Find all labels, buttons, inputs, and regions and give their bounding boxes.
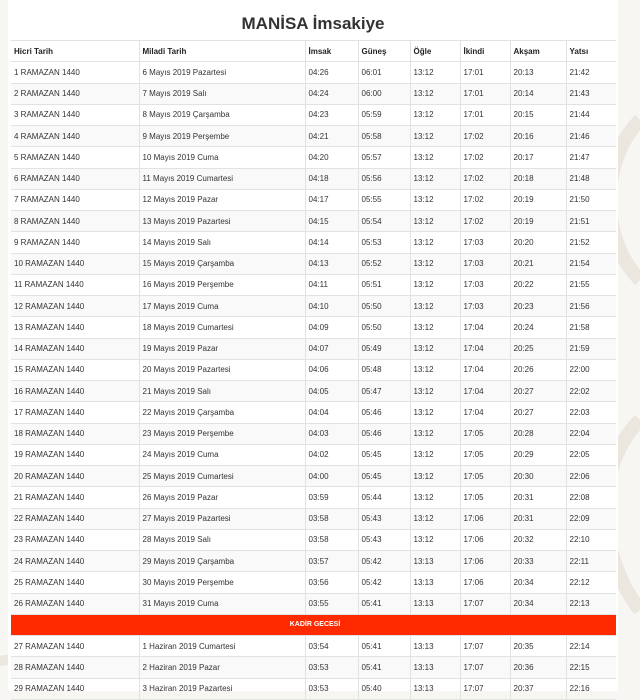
cell-aksam: 20:21 (510, 253, 566, 274)
cell-hicri-tarih: 5 RAMAZAN 1440 (11, 147, 139, 168)
cell-hicri-tarih: 24 RAMAZAN 1440 (11, 551, 139, 572)
cell-miladi-tarih: 31 Mayıs 2019 Cuma (139, 593, 305, 614)
cell-aksam: 20:14 (510, 83, 566, 104)
cell-miladi-tarih: 9 Mayıs 2019 Perşembe (139, 126, 305, 147)
cell-ikindi: 17:04 (460, 317, 510, 338)
cell-ikindi: 17:02 (460, 126, 510, 147)
cell-miladi-tarih: 2 Haziran 2019 Pazar (139, 657, 305, 678)
cell-miladi-tarih: 12 Mayıs 2019 Pazar (139, 189, 305, 210)
cell-aksam: 20:19 (510, 189, 566, 210)
cell-imsak: 03:56 (305, 572, 358, 593)
cell-aksam: 20:25 (510, 338, 566, 359)
table-row (11, 423, 616, 444)
cell-gunes: 05:48 (358, 359, 410, 380)
cell-gunes: 05:42 (358, 551, 410, 572)
cell-aksam: 20:27 (510, 381, 566, 402)
cell-ogle: 13:12 (410, 147, 460, 168)
cell-miladi-tarih: 8 Mayıs 2019 Çarşamba (139, 104, 305, 125)
cell-hicri-tarih: 16 RAMAZAN 1440 (11, 381, 139, 402)
cell-yatsi: 22:02 (566, 381, 616, 402)
cell-ikindi: 17:06 (460, 572, 510, 593)
cell-ogle: 13:12 (410, 211, 460, 232)
cell-imsak: 04:24 (305, 83, 358, 104)
cell-hicri-tarih: 1 RAMAZAN 1440 (11, 62, 139, 83)
cell-gunes: 05:50 (358, 296, 410, 317)
cell-ikindi: 17:05 (460, 423, 510, 444)
table-row (11, 657, 616, 678)
cell-yatsi: 21:46 (566, 126, 616, 147)
cell-hicri-tarih: 28 RAMAZAN 1440 (11, 657, 139, 678)
cell-gunes: 05:53 (358, 232, 410, 253)
cell-ogle: 13:12 (410, 359, 460, 380)
cell-miladi-tarih: 22 Mayıs 2019 Çarşamba (139, 402, 305, 423)
table-row (11, 104, 616, 125)
cell-ogle: 13:12 (410, 168, 460, 189)
cell-imsak: 04:04 (305, 402, 358, 423)
cell-gunes: 05:45 (358, 466, 410, 487)
cell-ogle: 13:12 (410, 529, 460, 550)
header-hicri-tarih: Hicri Tarih (11, 41, 139, 62)
cell-ikindi: 17:04 (460, 359, 510, 380)
cell-ikindi: 17:05 (460, 444, 510, 465)
cell-miladi-tarih: 16 Mayıs 2019 Perşembe (139, 274, 305, 295)
imsakiye-card (8, 0, 618, 694)
table-header-row (11, 41, 616, 62)
imsakiye-table (11, 40, 616, 700)
cell-aksam: 20:19 (510, 211, 566, 232)
cell-hicri-tarih: 21 RAMAZAN 1440 (11, 487, 139, 508)
cell-imsak: 03:58 (305, 529, 358, 550)
cell-aksam: 20:32 (510, 529, 566, 550)
cell-miladi-tarih: 30 Mayıs 2019 Perşembe (139, 572, 305, 593)
table-row (11, 296, 616, 317)
cell-miladi-tarih: 1 Haziran 2019 Cumartesi (139, 636, 305, 657)
cell-miladi-tarih: 13 Mayıs 2019 Pazartesi (139, 211, 305, 232)
cell-aksam: 20:20 (510, 232, 566, 253)
header-gunes: Güneş (358, 41, 410, 62)
cell-imsak: 04:11 (305, 274, 358, 295)
cell-miladi-tarih: 7 Mayıs 2019 Salı (139, 83, 305, 104)
cell-gunes: 05:46 (358, 402, 410, 423)
cell-ogle: 13:12 (410, 104, 460, 125)
cell-ogle: 13:12 (410, 189, 460, 210)
cell-miladi-tarih: 14 Mayıs 2019 Salı (139, 232, 305, 253)
cell-gunes: 05:55 (358, 189, 410, 210)
table-row (11, 402, 616, 423)
cell-imsak: 04:13 (305, 253, 358, 274)
cell-imsak: 04:10 (305, 296, 358, 317)
cell-imsak: 03:55 (305, 593, 358, 614)
cell-ikindi: 17:04 (460, 338, 510, 359)
cell-hicri-tarih: 9 RAMAZAN 1440 (11, 232, 139, 253)
cell-aksam: 20:22 (510, 274, 566, 295)
cell-ogle: 13:12 (410, 444, 460, 465)
cell-gunes: 05:41 (358, 636, 410, 657)
table-row (11, 572, 616, 593)
table-row (11, 168, 616, 189)
table-row (11, 678, 616, 699)
cell-ogle: 13:13 (410, 572, 460, 593)
cell-miladi-tarih: 29 Mayıs 2019 Çarşamba (139, 551, 305, 572)
cell-aksam: 20:36 (510, 657, 566, 678)
cell-gunes: 05:49 (358, 338, 410, 359)
cell-yatsi: 22:14 (566, 636, 616, 657)
cell-gunes: 06:00 (358, 83, 410, 104)
cell-ogle: 13:13 (410, 551, 460, 572)
cell-hicri-tarih: 13 RAMAZAN 1440 (11, 317, 139, 338)
cell-ogle: 13:12 (410, 62, 460, 83)
cell-hicri-tarih: 6 RAMAZAN 1440 (11, 168, 139, 189)
cell-imsak: 04:02 (305, 444, 358, 465)
cell-ikindi: 17:03 (460, 296, 510, 317)
cell-miladi-tarih: 11 Mayıs 2019 Cumartesi (139, 168, 305, 189)
cell-yatsi: 21:43 (566, 83, 616, 104)
table-row (11, 232, 616, 253)
cell-hicri-tarih: 27 RAMAZAN 1440 (11, 636, 139, 657)
cell-ogle: 13:13 (410, 678, 460, 699)
header-imsak: İmsak (305, 41, 358, 62)
table-row (11, 274, 616, 295)
cell-imsak: 03:57 (305, 551, 358, 572)
cell-aksam: 20:31 (510, 487, 566, 508)
cell-gunes: 05:45 (358, 444, 410, 465)
cell-yatsi: 22:09 (566, 508, 616, 529)
cell-gunes: 05:44 (358, 487, 410, 508)
cell-miladi-tarih: 24 Mayıs 2019 Cuma (139, 444, 305, 465)
cell-hicri-tarih: 23 RAMAZAN 1440 (11, 529, 139, 550)
cell-gunes: 05:56 (358, 168, 410, 189)
cell-gunes: 06:01 (358, 62, 410, 83)
cell-ogle: 13:12 (410, 274, 460, 295)
cell-ikindi: 17:05 (460, 466, 510, 487)
cell-ogle: 13:12 (410, 466, 460, 487)
cell-ogle: 13:12 (410, 253, 460, 274)
cell-hicri-tarih: 8 RAMAZAN 1440 (11, 211, 139, 232)
cell-miladi-tarih: 23 Mayıs 2019 Perşembe (139, 423, 305, 444)
cell-ogle: 13:12 (410, 126, 460, 147)
cell-hicri-tarih: 14 RAMAZAN 1440 (11, 338, 139, 359)
cell-yatsi: 22:10 (566, 529, 616, 550)
cell-ogle: 13:12 (410, 487, 460, 508)
cell-ikindi: 17:04 (460, 402, 510, 423)
cell-imsak: 04:20 (305, 147, 358, 168)
table-row (11, 211, 616, 232)
cell-imsak: 04:14 (305, 232, 358, 253)
cell-miladi-tarih: 21 Mayıs 2019 Salı (139, 381, 305, 402)
cell-aksam: 20:15 (510, 104, 566, 125)
cell-aksam: 20:33 (510, 551, 566, 572)
cell-hicri-tarih: 26 RAMAZAN 1440 (11, 593, 139, 614)
page-title: MANİSA İmsakiye (241, 14, 385, 33)
cell-gunes: 05:58 (358, 126, 410, 147)
cell-gunes: 05:41 (358, 593, 410, 614)
cell-gunes: 05:57 (358, 147, 410, 168)
cell-hicri-tarih: 7 RAMAZAN 1440 (11, 189, 139, 210)
cell-ikindi: 17:07 (460, 678, 510, 699)
cell-hicri-tarih: 18 RAMAZAN 1440 (11, 423, 139, 444)
cell-aksam: 20:31 (510, 508, 566, 529)
table-row (11, 551, 616, 572)
cell-miladi-tarih: 6 Mayıs 2019 Pazartesi (139, 62, 305, 83)
cell-gunes: 05:54 (358, 211, 410, 232)
cell-hicri-tarih: 19 RAMAZAN 1440 (11, 444, 139, 465)
cell-ikindi: 17:03 (460, 253, 510, 274)
header-miladi-tarih: Miladi Tarih (139, 41, 305, 62)
cell-gunes: 05:41 (358, 657, 410, 678)
cell-imsak: 04:21 (305, 126, 358, 147)
cell-aksam: 20:13 (510, 62, 566, 83)
cell-yatsi: 21:42 (566, 62, 616, 83)
cell-ikindi: 17:07 (460, 657, 510, 678)
cell-miladi-tarih: 19 Mayıs 2019 Pazar (139, 338, 305, 359)
cell-ikindi: 17:04 (460, 381, 510, 402)
cell-ikindi: 17:03 (460, 232, 510, 253)
cell-ogle: 13:12 (410, 296, 460, 317)
cell-miladi-tarih: 26 Mayıs 2019 Pazar (139, 487, 305, 508)
cell-ogle: 13:12 (410, 338, 460, 359)
cell-ogle: 13:12 (410, 423, 460, 444)
cell-ikindi: 17:01 (460, 62, 510, 83)
cell-hicri-tarih: 4 RAMAZAN 1440 (11, 126, 139, 147)
cell-imsak: 04:07 (305, 338, 358, 359)
cell-hicri-tarih: 10 RAMAZAN 1440 (11, 253, 139, 274)
cell-gunes: 05:52 (358, 253, 410, 274)
cell-aksam: 20:24 (510, 317, 566, 338)
cell-imsak: 04:23 (305, 104, 358, 125)
event-row-kadir-gecesi (11, 614, 616, 635)
cell-ikindi: 17:01 (460, 83, 510, 104)
cell-yatsi: 21:50 (566, 189, 616, 210)
table-row (11, 593, 616, 614)
cell-imsak: 04:09 (305, 317, 358, 338)
cell-yatsi: 21:59 (566, 338, 616, 359)
cell-yatsi: 21:58 (566, 317, 616, 338)
table-row (11, 147, 616, 168)
table-row (11, 62, 616, 83)
cell-yatsi: 22:08 (566, 487, 616, 508)
cell-imsak: 03:58 (305, 508, 358, 529)
cell-ikindi: 17:06 (460, 529, 510, 550)
cell-gunes: 05:40 (358, 678, 410, 699)
cell-ogle: 13:12 (410, 232, 460, 253)
cell-aksam: 20:28 (510, 423, 566, 444)
cell-hicri-tarih: 12 RAMAZAN 1440 (11, 296, 139, 317)
header-ikindi: İkindi (460, 41, 510, 62)
table-row (11, 83, 616, 104)
cell-yatsi: 22:06 (566, 466, 616, 487)
table-row (11, 508, 616, 529)
cell-yatsi: 21:51 (566, 211, 616, 232)
cell-yatsi: 22:11 (566, 551, 616, 572)
cell-gunes: 05:42 (358, 572, 410, 593)
table-row (11, 126, 616, 147)
table-row (11, 444, 616, 465)
table-row (11, 189, 616, 210)
cell-imsak: 04:26 (305, 62, 358, 83)
cell-ikindi: 17:01 (460, 104, 510, 125)
cell-yatsi: 21:55 (566, 274, 616, 295)
cell-imsak: 04:06 (305, 359, 358, 380)
cell-imsak: 03:54 (305, 636, 358, 657)
event-label: KADİR GECESİ (11, 614, 616, 635)
cell-gunes: 05:47 (358, 381, 410, 402)
cell-ogle: 13:12 (410, 83, 460, 104)
table-row (11, 529, 616, 550)
cell-hicri-tarih: 22 RAMAZAN 1440 (11, 508, 139, 529)
cell-miladi-tarih: 28 Mayıs 2019 Salı (139, 529, 305, 550)
table-row (11, 381, 616, 402)
cell-aksam: 20:37 (510, 678, 566, 699)
cell-yatsi: 22:13 (566, 593, 616, 614)
cell-yatsi: 21:47 (566, 147, 616, 168)
cell-aksam: 20:29 (510, 444, 566, 465)
cell-miladi-tarih: 25 Mayıs 2019 Cumartesi (139, 466, 305, 487)
cell-ikindi: 17:02 (460, 211, 510, 232)
cell-yatsi: 22:04 (566, 423, 616, 444)
table-row (11, 636, 616, 657)
cell-ikindi: 17:06 (460, 508, 510, 529)
cell-yatsi: 22:12 (566, 572, 616, 593)
cell-imsak: 04:00 (305, 466, 358, 487)
cell-ogle: 13:13 (410, 636, 460, 657)
cell-yatsi: 21:56 (566, 296, 616, 317)
table-row (11, 466, 616, 487)
cell-miladi-tarih: 20 Mayıs 2019 Pazartesi (139, 359, 305, 380)
cell-hicri-tarih: 3 RAMAZAN 1440 (11, 104, 139, 125)
cell-ogle: 13:13 (410, 593, 460, 614)
cell-miladi-tarih: 17 Mayıs 2019 Cuma (139, 296, 305, 317)
cell-miladi-tarih: 15 Mayıs 2019 Çarşamba (139, 253, 305, 274)
cell-miladi-tarih: 10 Mayıs 2019 Cuma (139, 147, 305, 168)
cell-gunes: 05:43 (358, 508, 410, 529)
table-row (11, 317, 616, 338)
cell-aksam: 20:18 (510, 168, 566, 189)
header-aksam: Akşam (510, 41, 566, 62)
table-row (11, 359, 616, 380)
cell-yatsi: 21:48 (566, 168, 616, 189)
cell-aksam: 20:27 (510, 402, 566, 423)
table-row (11, 253, 616, 274)
cell-aksam: 20:26 (510, 359, 566, 380)
cell-ikindi: 17:03 (460, 274, 510, 295)
cell-yatsi: 22:03 (566, 402, 616, 423)
cell-gunes: 05:46 (358, 423, 410, 444)
cell-hicri-tarih: 2 RAMAZAN 1440 (11, 83, 139, 104)
cell-aksam: 20:23 (510, 296, 566, 317)
cell-imsak: 04:17 (305, 189, 358, 210)
cell-gunes: 05:43 (358, 529, 410, 550)
cell-aksam: 20:17 (510, 147, 566, 168)
cell-ikindi: 17:02 (460, 147, 510, 168)
cell-ogle: 13:12 (410, 317, 460, 338)
cell-ogle: 13:12 (410, 402, 460, 423)
cell-aksam: 20:34 (510, 593, 566, 614)
cell-gunes: 05:59 (358, 104, 410, 125)
cell-ikindi: 17:07 (460, 593, 510, 614)
table-row (11, 487, 616, 508)
cell-imsak: 03:53 (305, 678, 358, 699)
cell-aksam: 20:34 (510, 572, 566, 593)
cell-yatsi: 21:54 (566, 253, 616, 274)
cell-yatsi: 22:00 (566, 359, 616, 380)
cell-yatsi: 21:52 (566, 232, 616, 253)
cell-miladi-tarih: 27 Mayıs 2019 Pazartesi (139, 508, 305, 529)
cell-ogle: 13:12 (410, 381, 460, 402)
cell-imsak: 04:18 (305, 168, 358, 189)
cell-hicri-tarih: 11 RAMAZAN 1440 (11, 274, 139, 295)
cell-yatsi: 22:16 (566, 678, 616, 699)
cell-aksam: 20:30 (510, 466, 566, 487)
cell-ogle: 13:12 (410, 508, 460, 529)
cell-hicri-tarih: 29 RAMAZAN 1440 (11, 678, 139, 699)
cell-ikindi: 17:07 (460, 636, 510, 657)
cell-hicri-tarih: 25 RAMAZAN 1440 (11, 572, 139, 593)
cell-imsak: 04:03 (305, 423, 358, 444)
cell-aksam: 20:35 (510, 636, 566, 657)
cell-hicri-tarih: 17 RAMAZAN 1440 (11, 402, 139, 423)
cell-miladi-tarih: 18 Mayıs 2019 Cumartesi (139, 317, 305, 338)
cell-yatsi: 21:44 (566, 104, 616, 125)
cell-aksam: 20:16 (510, 126, 566, 147)
cell-ikindi: 17:02 (460, 168, 510, 189)
cell-imsak: 04:15 (305, 211, 358, 232)
cell-imsak: 03:59 (305, 487, 358, 508)
cell-hicri-tarih: 15 RAMAZAN 1440 (11, 359, 139, 380)
cell-ikindi: 17:02 (460, 189, 510, 210)
cell-ikindi: 17:05 (460, 487, 510, 508)
header-yatsi: Yatsı (566, 41, 616, 62)
cell-imsak: 04:05 (305, 381, 358, 402)
cell-yatsi: 22:05 (566, 444, 616, 465)
table-row (11, 338, 616, 359)
cell-miladi-tarih: 3 Haziran 2019 Pazartesi (139, 678, 305, 699)
cell-yatsi: 22:15 (566, 657, 616, 678)
cell-gunes: 05:50 (358, 317, 410, 338)
cell-gunes: 05:51 (358, 274, 410, 295)
header-ogle: Öğle (410, 41, 460, 62)
cell-ogle: 13:13 (410, 657, 460, 678)
cell-ikindi: 17:06 (460, 551, 510, 572)
cell-hicri-tarih: 20 RAMAZAN 1440 (11, 466, 139, 487)
cell-imsak: 03:53 (305, 657, 358, 678)
